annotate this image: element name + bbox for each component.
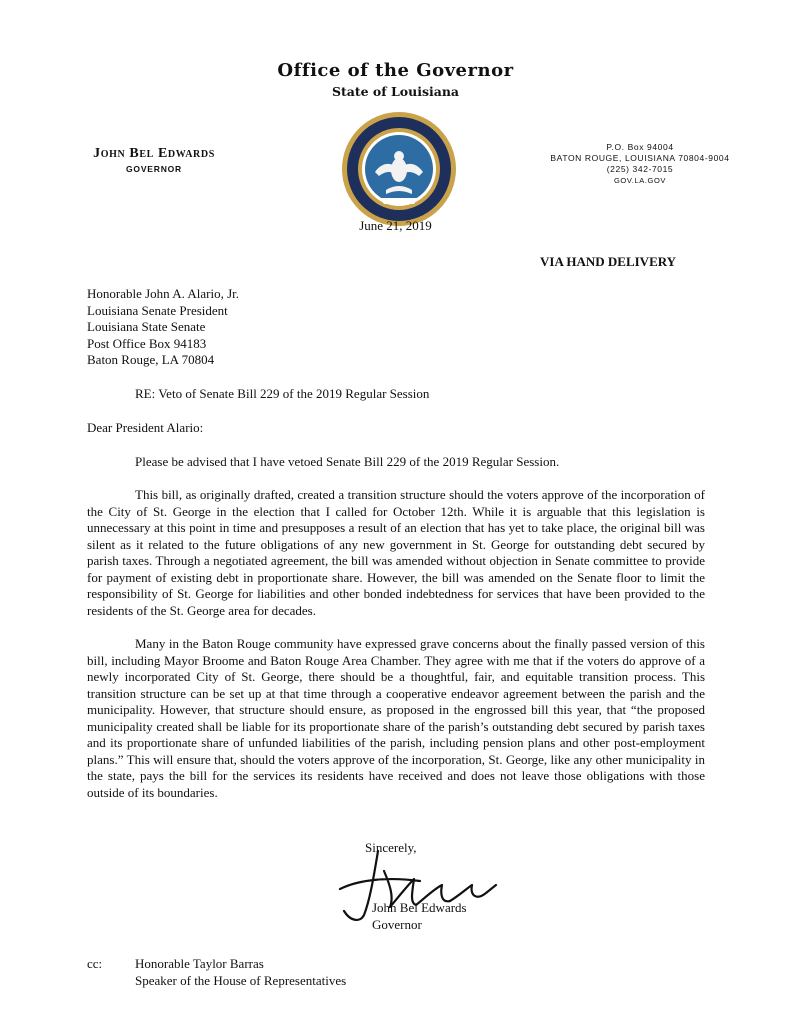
letter-date: June 21, 2019 <box>359 218 432 233</box>
recipient-block <box>87 286 239 369</box>
recipient-line: Baton Rouge, LA 70804 <box>87 352 215 367</box>
office-state: State of Louisiana <box>331 84 460 99</box>
recipient-line: Louisiana State Senate <box>87 319 206 334</box>
recipient-line: Post Office Box 94183 <box>87 335 207 351</box>
salutation: Dear President Alario: <box>87 420 204 435</box>
delivery-method: VIA HAND DELIVERY <box>540 254 677 269</box>
recipient-line: Louisiana Senate President <box>87 302 228 318</box>
recipient-line: Honorable John A. Alario, Jr. <box>87 286 240 301</box>
closing: Sincerely, <box>365 840 417 855</box>
governor-name: John Bel Edwards <box>93 146 215 161</box>
address-web: GOV.LA.GOV <box>614 176 666 185</box>
signer-title: Governor <box>372 917 422 932</box>
cc-recipient-title: Speaker of the House of Representatives <box>135 973 347 988</box>
address-phone: (225) 342-7015 <box>606 164 674 174</box>
cc-label: cc: <box>87 956 103 971</box>
paragraph-veto-notice: Please be advised that I have vetoed Senate Bill 229 of the 2019 Regular Session. <box>135 454 560 469</box>
signer-name: John Bel Edwards <box>372 900 467 915</box>
address-city: BATON ROUGE, LOUISIANA 70804-9004 <box>550 153 730 163</box>
paragraph-community-concerns: Many in the Baton Rouge community have expressed grave concerns about the finally passed version of this bill, including Mayor Broome and Baton Rouge Area Chamber. They agree with me that if the voters do approve of a newly incorporated City of St. George, there should be a thoughtful, fair, and equitable transition process. This transition structure can be set up at that time through a cooperative endeavor agreement between the parish and the municipality. However, that structure should ensure, as proposed in the engrossed bill this year, that “the proposed municipality created shall be liable for its proportionate share of the parish’s outstanding debt secured by parish taxes and its proportionate share of unfunded liabilities of the parish, including pension plans and other post-employment plans.” This will ensure that, should the voters approve of the incorporation, St. George, like any other municipality in the state, pays the bill for the services its residents have received and does not leave those obligations with those outside of its boundaries. <box>87 636 705 800</box>
governor-title: GOVERNOR <box>126 164 182 174</box>
cc-recipient-name: Honorable Taylor Barras <box>135 956 264 971</box>
address-po-box: P.O. Box 94004 <box>606 142 674 152</box>
re-line: RE: Veto of Senate Bill 229 of the 2019 Regular Session <box>135 386 430 401</box>
louisiana-state-seal-icon <box>340 110 458 228</box>
paragraph-bill-history: This bill, as originally drafted, created a transition structure should the voters approve of the incorporation of the City of St. George in the election that I called for October 12th. While it is arguable that this legislation is unnecessary at this point in time and presupposes a result of an election that has yet to take place, the original bill was silent as it related to the future obligations of any new government in St. George for outstanding debt secured by parish taxes. Through a negotiated agreement, the bill was amended without objection in Senate committee to provide for payment of existing debt in proportionate share. However, the bill was amended on the Senate floor to limit the responsibility of St. George for liabilities and other bonded indebtedness for services that have been provided to the residents of the St. George area for decades. <box>87 487 705 618</box>
office-title: Office of the Governor <box>277 60 514 81</box>
